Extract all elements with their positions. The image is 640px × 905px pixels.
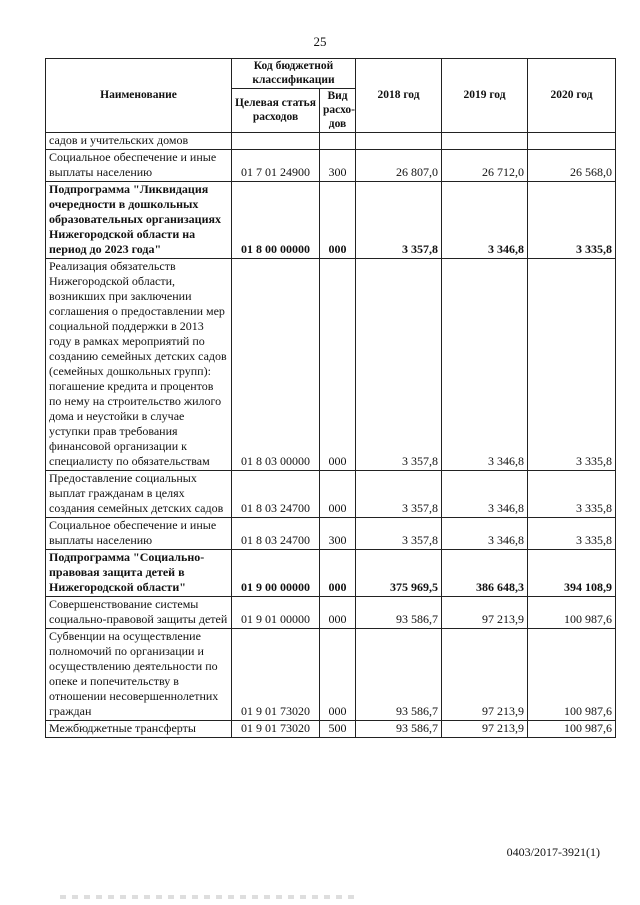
row-code: 01 8 03 00000 (232, 259, 320, 471)
row-2018: 3 357,8 (356, 182, 442, 259)
header-2019: 2019 год (442, 59, 528, 133)
row-2020: 394 108,9 (528, 550, 616, 597)
row-expense-type: 000 (320, 471, 356, 518)
row-2020: 3 335,8 (528, 259, 616, 471)
row-2020: 100 987,6 (528, 721, 616, 738)
header-expense-type: Вид расхо-дов (320, 89, 356, 133)
row-name: Совершенствование системы социально-правовой защиты детей (46, 597, 232, 629)
table-row (46, 259, 616, 471)
row-2019: 97 213,9 (442, 629, 528, 721)
header-name: Наименование (46, 59, 232, 133)
row-name: Реализация обязательств Нижегородской области, возникших при заключении соглашения о предоставлении мер социальной поддержки в 2013 году в рамках мероприятий по созданию семейных детских садов (семейных дошкольных групп): погашение кредита и процентов по нему на строительство жилого дома и неустойки в случае уступки прав требования финансовой организации к специалисту по обязательствам (46, 259, 232, 471)
row-code: 01 9 00 00000 (232, 550, 320, 597)
row-2018: 375 969,5 (356, 550, 442, 597)
row-2020: 100 987,6 (528, 629, 616, 721)
row-code: 01 9 01 73020 (232, 721, 320, 738)
row-2020 (528, 133, 616, 150)
row-code: 01 9 01 00000 (232, 597, 320, 629)
row-2018: 3 357,8 (356, 518, 442, 550)
row-2018: 3 357,8 (356, 259, 442, 471)
row-expense-type (320, 133, 356, 150)
table-row (46, 133, 616, 150)
row-expense-type: 500 (320, 721, 356, 738)
header-target-article: Целевая статья расходов (232, 89, 320, 133)
row-expense-type: 000 (320, 182, 356, 259)
table-row (46, 182, 616, 259)
header-2020: 2020 год (528, 59, 616, 133)
row-expense-type: 000 (320, 629, 356, 721)
row-2019: 3 346,8 (442, 182, 528, 259)
table-row (46, 518, 616, 550)
header-code-group: Код бюджетной классификации (232, 59, 356, 89)
row-2018 (356, 133, 442, 150)
row-2018: 93 586,7 (356, 597, 442, 629)
row-name: Предоставление социальных выплат гражданам в целях создания семейных детских садов (46, 471, 232, 518)
row-name: Социальное обеспечение и иные выплаты населению (46, 150, 232, 182)
table-row (46, 471, 616, 518)
row-code: 01 8 03 24700 (232, 471, 320, 518)
table-row (46, 721, 616, 738)
page-number: 25 (313, 34, 327, 49)
row-2018: 93 586,7 (356, 629, 442, 721)
row-code (232, 133, 320, 150)
row-code: 01 8 03 24700 (232, 518, 320, 550)
row-2018: 3 357,8 (356, 471, 442, 518)
budget-table (45, 58, 616, 738)
table-row (46, 550, 616, 597)
table-row (46, 150, 616, 182)
row-code: 01 8 00 00000 (232, 182, 320, 259)
row-2020: 3 335,8 (528, 182, 616, 259)
table-row (46, 597, 616, 629)
scan-artifact (60, 895, 360, 899)
row-name: Подпрограмма "Социально-правовая защита детей в Нижегородской области" (46, 550, 232, 597)
row-expense-type: 000 (320, 550, 356, 597)
row-2019: 3 346,8 (442, 518, 528, 550)
row-expense-type: 300 (320, 150, 356, 182)
row-code: 01 7 01 24900 (232, 150, 320, 182)
row-2019: 97 213,9 (442, 721, 528, 738)
row-expense-type: 000 (320, 259, 356, 471)
row-code: 01 9 01 73020 (232, 629, 320, 721)
row-2020: 3 335,8 (528, 471, 616, 518)
row-expense-type: 000 (320, 597, 356, 629)
row-2019: 386 648,3 (442, 550, 528, 597)
row-2019: 3 346,8 (442, 471, 528, 518)
row-2020: 26 568,0 (528, 150, 616, 182)
row-name: Социальное обеспечение и иные выплаты населению (46, 518, 232, 550)
row-name: Субвенции на осуществление полномочий по организации и осуществлению деятельности по опеке и попечительству в отношении несовершеннолетних граждан (46, 629, 232, 721)
row-2019: 97 213,9 (442, 597, 528, 629)
header-2018: 2018 год (356, 59, 442, 133)
row-2019: 26 712,0 (442, 150, 528, 182)
row-name: садов и учительских домов (46, 133, 232, 150)
row-2019 (442, 133, 528, 150)
document-id: 0403/2017-3921(1) (506, 845, 600, 859)
row-2019: 3 346,8 (442, 259, 528, 471)
table-row (46, 629, 616, 721)
row-expense-type: 300 (320, 518, 356, 550)
row-2018: 93 586,7 (356, 721, 442, 738)
row-2018: 26 807,0 (356, 150, 442, 182)
row-2020: 3 335,8 (528, 518, 616, 550)
row-name: Подпрограмма "Ликвидация очередности в дошкольных образовательных организациях Нижегородской области на период до 2023 года" (46, 182, 232, 259)
row-name: Межбюджетные трансферты (46, 721, 232, 738)
row-2020: 100 987,6 (528, 597, 616, 629)
